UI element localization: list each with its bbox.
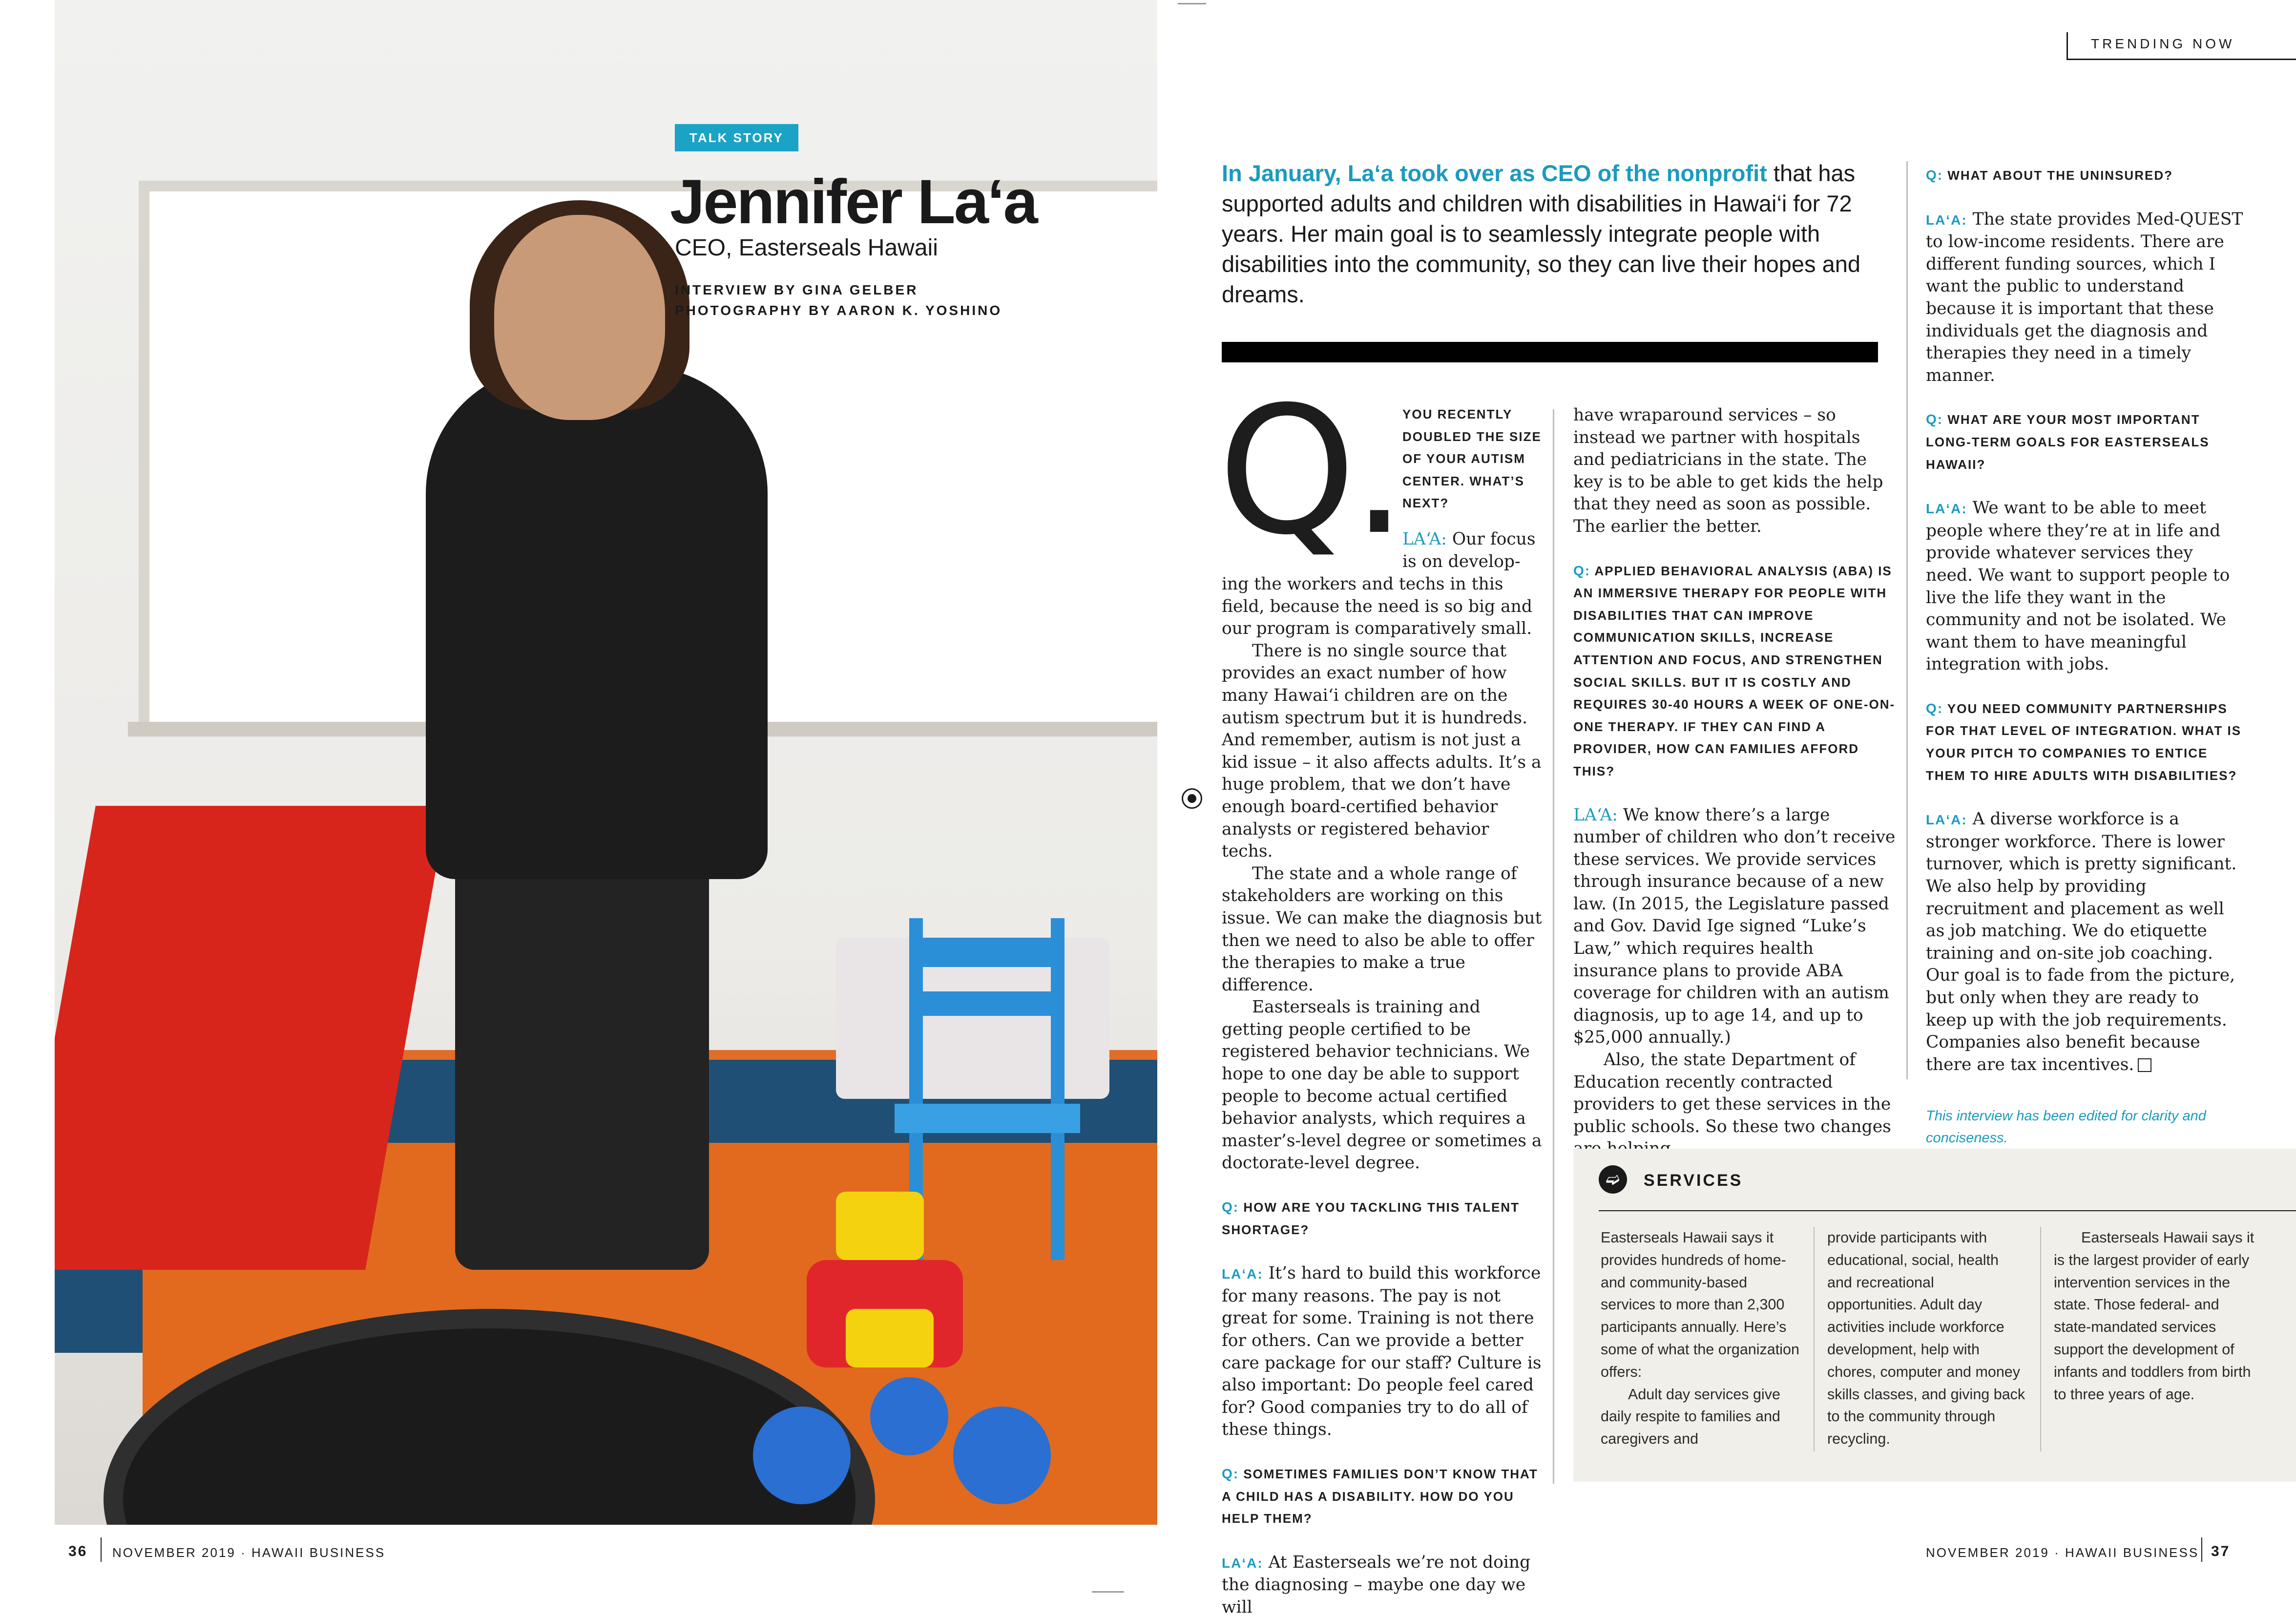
answer-3-start-text: At Easterseals we’re not doing the diagnosing – maybe one day we will xyxy=(1222,1552,1531,1617)
answer-tag: LA‘A: xyxy=(1926,212,1967,228)
question-7-text: YOU NEED COMMUNITY PARTNERSHIPS FOR THAT LEVEL OF INTEGRATION. WHAT IS YOUR PITCH TO COMPANIES TO ENTICE THEM TO HIRE ADULTS WITH DISABILITIES? xyxy=(1926,701,2242,783)
services-column-1 xyxy=(1601,1227,1801,1451)
column-3 xyxy=(1926,164,2243,1149)
section-tab-underline xyxy=(2066,59,2296,60)
page-number-right: 37 xyxy=(2211,1543,2231,1559)
question-1: YOU RECENTLY DOUBLED THE SIZE OF YOUR AUTISM CENTER. WHAT’S NEXT? xyxy=(1402,407,1542,511)
question-tag: Q: xyxy=(1573,563,1591,578)
answer-5 xyxy=(1926,209,2243,387)
question-tag: Q: xyxy=(1926,168,1943,183)
question-tag: Q: xyxy=(1926,700,1943,716)
services-c1-p2: Adult day services give daily respite to families and caregivers and xyxy=(1601,1386,1780,1448)
folio-divider-left xyxy=(101,1537,102,1562)
deck-rule xyxy=(1222,342,1878,362)
section-tab-rule xyxy=(2066,32,2068,60)
answer-tag: LA‘A: xyxy=(1573,805,1618,825)
answer-4-p1 xyxy=(1573,804,1896,1050)
question-4 xyxy=(1573,560,1896,783)
question-4-text: APPLIED BEHAVIORAL ANALYSIS (ABA) IS AN IMMERSIVE THERAPY FOR PEOPLE WITH DISABILITIES THAT CAN IMPROVE COMMUNICATION SKILLS, INCREASE ATTENTION AND FOCUS, AND STRENGTHEN SOCIAL SKILLS. BUT IT IS COSTLY AND REQUIRES 30-40 HOURS A WEEK OF ONE-ON-ONE THERAPY. IF THEY CAN FIND A PROVIDER, HOW CAN FAMILIES AFFORD THIS? xyxy=(1573,563,1896,778)
question-7 xyxy=(1926,697,2243,787)
folio-left: NOVEMBER 2019 · HAWAII BUSINESS xyxy=(112,1545,386,1560)
headline: Jennifer La‘a xyxy=(670,167,1037,237)
answer-1-p3: The state and a whole range of stakeholders are working on this issue. We can make the diagnosis but then we need to also be able to offer the therapies to make a true difference. xyxy=(1222,863,1542,995)
services-c2-p1: provide participants with educational, social, health and recreational opportunities. Adult day activities include workforce development, help with chores, computer and money skills classes, and giving back to the community through recycling. xyxy=(1827,1229,2025,1448)
person-blouse xyxy=(426,366,768,879)
question-tag: Q: xyxy=(1222,1199,1239,1215)
registration-mark-icon xyxy=(1182,788,1202,809)
toy-tricycle xyxy=(748,1162,1051,1514)
person-legs xyxy=(455,830,709,1270)
section-name: TRENDING NOW xyxy=(2091,36,2235,51)
answer-1-p1: ing the workers and techs in this field, because the need is so big and our program is comparatively small. xyxy=(1222,574,1532,639)
answer-6-text: We want to be able to meet people where they’re at in life and provide whatever services they need. We want to support people to live the life they want in the community and not be isolated. We want them to have meaningful integration with jobs. xyxy=(1926,498,2230,674)
answer-1-p2: There is no single source that provides an exact number of how many Hawai‘i children are on the autism spectrum but it is hundreds. And remember, autism is not just a kid issue – it also affects adults. It’s a huge problem, that we don’t have enough board-certified behavior analysts or registered behavior techs. xyxy=(1222,641,1542,862)
question-3 xyxy=(1222,1463,1544,1530)
end-mark-icon xyxy=(2138,1058,2151,1072)
answer-7-text: A diverse workforce is a stronger workforce. There is lower turnover, which is pretty significant. We also help by providing recruitment and placement as well as job matching. We do etiquette training and on-site job coaching. Our goal is to fade from the picture, but only when they are ready to keep up with the job requirements. Companies also benefit because there are tax incentives. xyxy=(1926,809,2237,1074)
answer-2 xyxy=(1222,1262,1544,1441)
answer-2-text: It’s hard to build this workforce for many reasons. The pay is not great for some. Training is not there for others. Can we provide a better care package for our staff? Culture is also important: Do people feel cared for? Good companies try to do all of these things. xyxy=(1222,1263,1542,1440)
deck-rest: that has supported adults and children with disabilities in Hawai‘i for 72 years. Her main goal is to seamlessly integrate people with disabilities into the community, so they can live their hopes and dreams. xyxy=(1222,160,1860,307)
section-kicker: TALK STORY xyxy=(675,124,798,151)
answer-tag: LA‘A: xyxy=(1222,1555,1263,1571)
services-column-3 xyxy=(2054,1227,2259,1406)
answer-3-continued: have wraparound services – so instead we partner with hospitals and pediatricians in the state. The key is to be able to get kids the help that they need as soon as possible. The earlier the better. xyxy=(1573,405,1883,536)
services-column-2 xyxy=(1827,1227,2027,1451)
answer-5-text: The state provides Med-QUEST to low-income residents. There are different funding sources, which I want the public to understand because it is important that these individuals get the diagnosis and therapies they need in a timely manner. xyxy=(1926,209,2243,385)
question-3-text: SOMETIMES FAMILIES DON’T KNOW THAT A CHILD HAS A DISABILITY. HOW DO YOU HELP THEM? xyxy=(1222,1466,1538,1526)
person-face xyxy=(494,215,665,420)
folio-right: NOVEMBER 2019 · HAWAII BUSINESS xyxy=(1926,1545,2199,1560)
question-tag: Q: xyxy=(1926,412,1943,427)
subhead: CEO, Easterseals Hawaii xyxy=(675,235,938,261)
column-rule xyxy=(1906,161,1908,1079)
folio-divider-right xyxy=(2201,1537,2202,1562)
question-6-text: WHAT ARE YOUR MOST IMPORTANT LONG-TERM GOALS FOR EASTERSEALS HAWAII? xyxy=(1926,412,2210,472)
answer-6 xyxy=(1926,497,2243,676)
answer-3-start xyxy=(1222,1552,1544,1619)
editor-note: This interview has been edited for clarity and conciseness. xyxy=(1926,1108,2206,1146)
services-title: SERVICES xyxy=(1644,1171,1743,1190)
answer-tag: LA‘A: xyxy=(1926,501,1967,517)
fast-forward-icon: ➫ xyxy=(1599,1165,1627,1194)
answer-4-p1-text: We know there’s a large number of children who don’t receive these services. We provide services through insurance because of a new law. (In 2015, the Legislature passed and Gov. David Ige signed “Luke’s Law,” which requires health insurance plans to provide ABA coverage for children with an autism diagnosis, up to age 14, and up to $25,000 annually.) xyxy=(1573,805,1896,1048)
gutter-mark xyxy=(1178,3,1206,4)
question-5 xyxy=(1926,164,2243,187)
column-rule xyxy=(1553,409,1554,1484)
interview-credit: INTERVIEW BY GINA GELBER xyxy=(675,282,918,297)
column-2 xyxy=(1573,404,1896,1160)
page-number-left: 36 xyxy=(68,1543,88,1559)
answer-1-lead xyxy=(1402,528,1544,573)
answer-tag: LA‘A: xyxy=(1222,1266,1263,1282)
answer-tag: LA‘A: xyxy=(1926,812,1967,828)
column-1 xyxy=(1222,573,1544,1619)
deck-lead: In January, La‘a took over as CEO of the nonprofit xyxy=(1222,160,1767,186)
question-6 xyxy=(1926,408,2243,476)
answer-4-p2: Also, the state Department of Education recently contracted providers to get these services in the public schools. So these two changes xyxy=(1573,1050,1891,1136)
deck-intro xyxy=(1222,158,1905,310)
services-c1-p1: Easterseals Hawaii says it provides hundreds of home- and community-based services to more than 2,300 participants annually. Here’s some of what the organization offers: xyxy=(1601,1229,1799,1380)
services-column-rule xyxy=(2040,1227,2041,1451)
drop-q: Q. xyxy=(1218,369,1402,573)
photo-credit: PHOTOGRAPHY BY AARON K. YOSHINO xyxy=(675,303,1002,318)
question-tag: Q: xyxy=(1222,1466,1239,1481)
gutter-mark xyxy=(1092,1591,1124,1593)
question-2-text: HOW ARE YOU TACKLING THIS TALENT SHORTAGE? xyxy=(1222,1200,1520,1237)
question-2 xyxy=(1222,1196,1544,1241)
answer-7 xyxy=(1926,808,2243,1076)
services-c3-p1: Easterseals Hawaii says it is the largest provider of early intervention services in the state. Those federal- and state-mandated services support the development of infants and toddlers from birth to three years of age. xyxy=(2054,1229,2254,1403)
answer-tag: LA‘A: xyxy=(1402,529,1447,549)
answer-1-p4: Easterseals is training and getting people certified to be registered behavior technicians. We hope to one day be able to support people to become actual certified behavior analysts, which requires a master’s-level degree or sometimes a doctorate-level degree. xyxy=(1222,997,1542,1173)
answer-1-lead-text: Our focus is on develop- xyxy=(1402,529,1536,571)
services-rule xyxy=(1599,1210,2296,1211)
question-5-text: WHAT ABOUT THE UNINSURED? xyxy=(1947,168,2173,183)
services-column-rule xyxy=(1814,1227,1815,1451)
